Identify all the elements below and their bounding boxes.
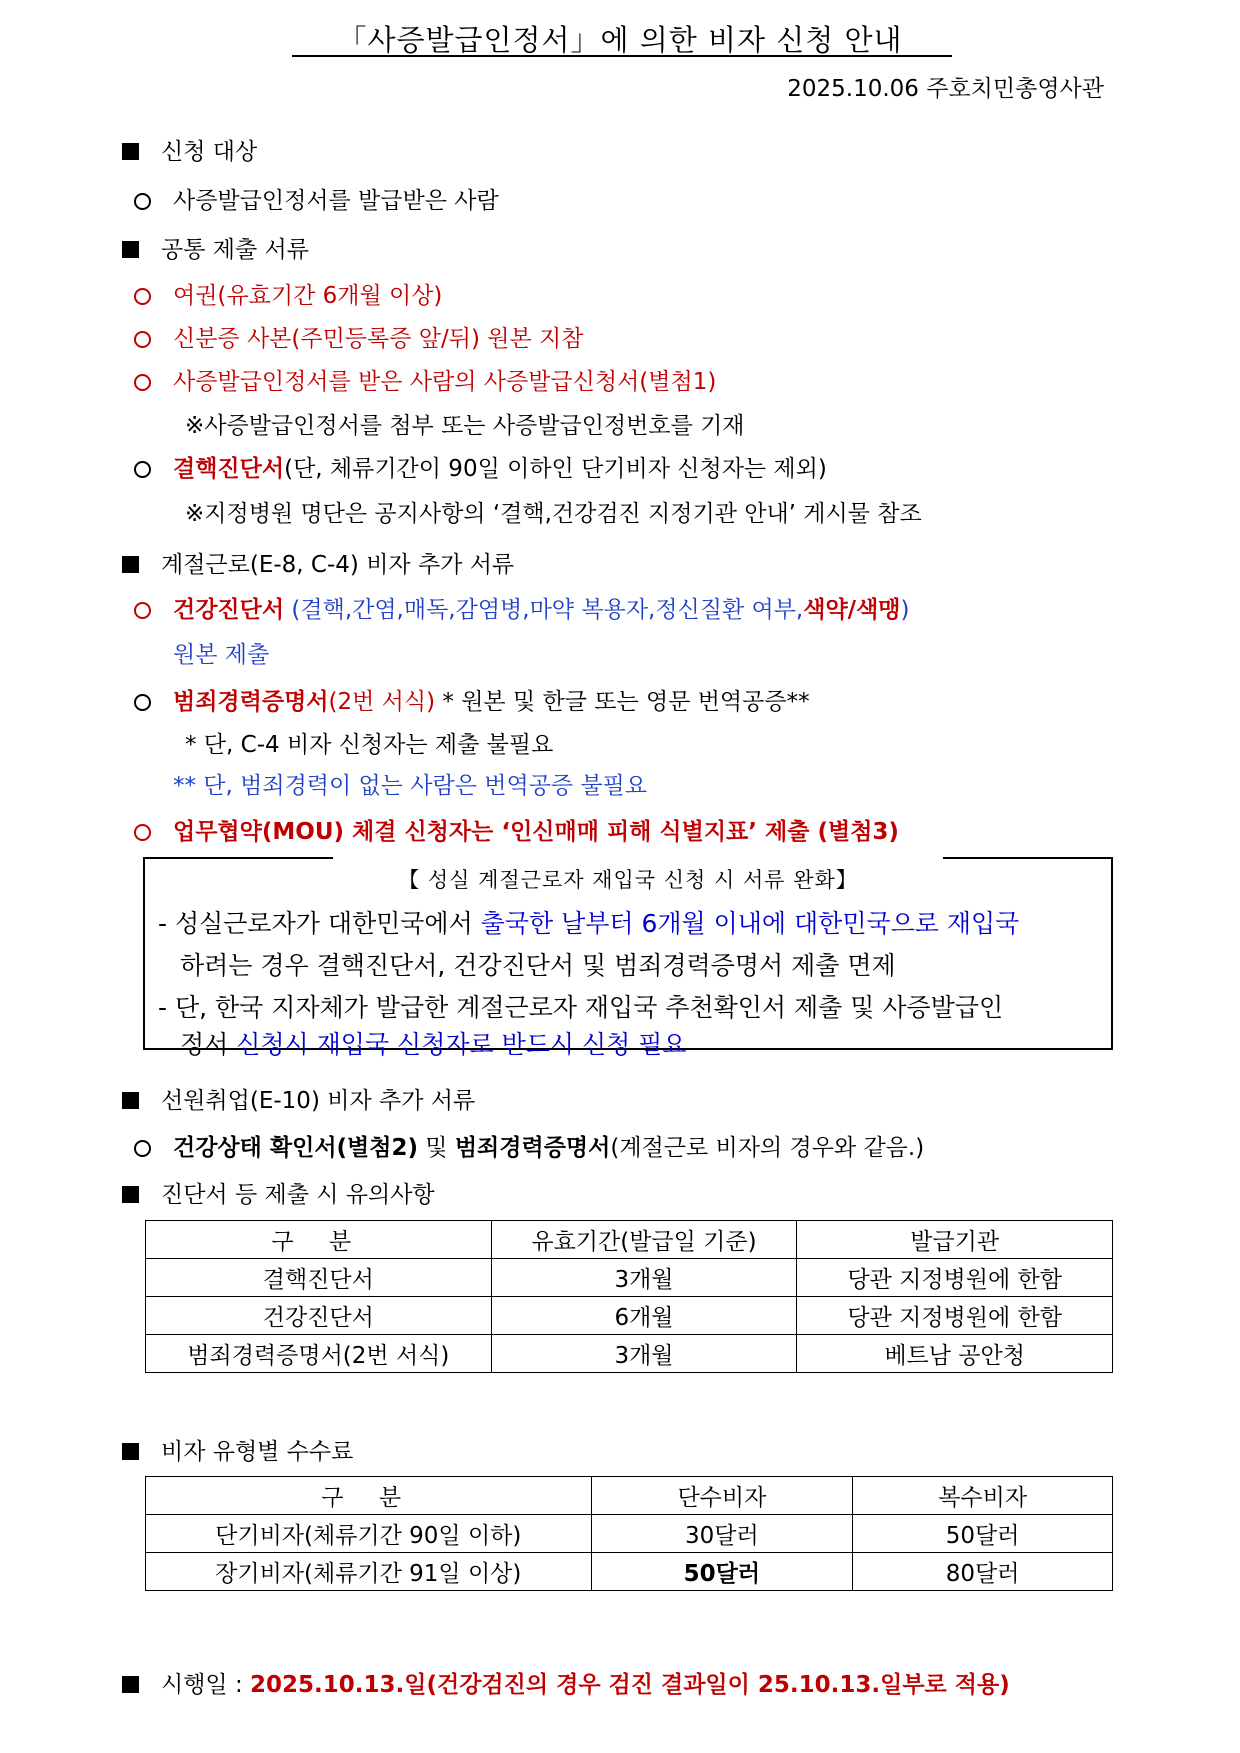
- health-original-note: 원본 제출: [173, 642, 270, 668]
- note-translation: ** 단, 범죄경력이 없는 사람은 번역공증 불필요: [173, 773, 648, 799]
- effective-date: 시행일 : 2025.10.13.일(건강검진의 경우 검진 결과일이 25.10.13.일부로 적용): [122, 1666, 1010, 1699]
- table-cell: 당관 지정병원에 한함: [797, 1297, 1113, 1335]
- circle-bullet-icon: [134, 461, 151, 478]
- circle-bullet-icon: [134, 824, 151, 841]
- circle-bullet-icon: [134, 288, 151, 305]
- table-cell: 당관 지정병원에 한함: [797, 1259, 1113, 1297]
- table-cell: 3개월: [491, 1335, 797, 1373]
- list-item-tb-certificate: 결핵진단서(단, 체류기간이 90일 이하인 단기비자 신청자는 제외): [134, 450, 827, 483]
- table-row: [146, 1335, 1113, 1373]
- table-row: [146, 1259, 1113, 1297]
- table-cell: 6개월: [491, 1297, 797, 1335]
- table-header-row: [146, 1221, 1113, 1259]
- list-item-passport: 여권(유효기간 6개월 이상): [134, 277, 442, 310]
- list-item-criminal-record: 범죄경력증명서(2번 서식) * 원본 및 한글 또는 영문 번역공증**: [134, 683, 810, 716]
- square-bullet-icon: [122, 556, 139, 573]
- table-row: [146, 1297, 1113, 1335]
- table-cell: 장기비자(체류기간 91일 이상): [146, 1553, 592, 1591]
- table-cell: 50달러: [853, 1515, 1113, 1553]
- table-cell: 범죄경력증명서(2번 서식): [146, 1335, 492, 1373]
- table-cell: 베트남 공안청: [797, 1335, 1113, 1373]
- section-heading-fees: 비자 유형별 수수료: [122, 1433, 353, 1466]
- notice-line: - 성실근로자가 대한민국에서 출국한 날부터 6개월 이내에 대한민국으로 재입국: [158, 909, 1020, 938]
- table-cell: 건강진단서: [146, 1297, 492, 1335]
- table-header-cell: 구 분: [146, 1221, 492, 1259]
- circle-bullet-icon: [134, 374, 151, 391]
- table-header-cell: 단수비자: [591, 1477, 853, 1515]
- square-bullet-icon: [122, 241, 139, 258]
- table-cell: 80달러: [853, 1553, 1113, 1591]
- circle-bullet-icon: [134, 694, 151, 711]
- table-header-row: [146, 1477, 1113, 1515]
- square-bullet-icon: [122, 143, 139, 160]
- cert-validity-table: [145, 1220, 1113, 1373]
- notice-line: 정서 신청시 재입국 신청자로 반드시 신청 필요: [180, 1030, 687, 1059]
- section-heading-target: 신청 대상: [122, 133, 257, 166]
- circle-bullet-icon: [134, 331, 151, 348]
- section-heading-seafarer: 선원취업(E-10) 비자 추가 서류: [122, 1082, 475, 1115]
- table-cell: 50달러: [591, 1553, 853, 1591]
- table-cell: 결핵진단서: [146, 1259, 492, 1297]
- section-heading-cert-notes: 진단서 등 제출 시 유의사항: [122, 1176, 435, 1209]
- table-header-cell: 복수비자: [853, 1477, 1113, 1515]
- square-bullet-icon: [122, 1443, 139, 1460]
- date-issuer: 2025.10.06 주호치민총영사관: [787, 76, 1104, 102]
- visa-fee-table: [145, 1476, 1113, 1591]
- notice-line: - 단, 한국 지자체가 발급한 계절근로자 재입국 추천확인서 제출 및 사증발급인: [158, 993, 1004, 1022]
- section-heading-seasonal: 계절근로(E-8, C-4) 비자 추가 서류: [122, 546, 514, 579]
- circle-bullet-icon: [134, 193, 151, 210]
- note-hospital-list: ※지정병원 명단은 공지사항의 ‘결핵,건강검진 지정기관 안내’ 게시물 참조: [185, 501, 922, 527]
- table-cell: 3개월: [491, 1259, 797, 1297]
- table-cell: 30달러: [591, 1515, 853, 1553]
- table-header-cell: 유효기간(발급일 기준): [491, 1221, 797, 1259]
- list-item-seafarer-docs: 건강상태 확인서(별첨2) 및 범죄경력증명서(계절근로 비자의 경우와 같음.): [134, 1129, 924, 1162]
- notice-box-title-gap: [333, 852, 943, 862]
- table-header-cell: 구 분: [146, 1477, 592, 1515]
- list-item-mou: 업무협약(MOU) 체결 신청자는 ‘인신매매 피해 식별지표’ 제출 (별첨3): [134, 813, 899, 846]
- square-bullet-icon: [122, 1186, 139, 1203]
- table-row: [146, 1553, 1113, 1591]
- square-bullet-icon: [122, 1676, 139, 1693]
- circle-bullet-icon: [134, 1140, 151, 1157]
- notice-box-title: 【 성실 계절근로자 재입국 신청 시 서류 완화】: [398, 868, 858, 892]
- section-heading-common-docs: 공통 제출 서류: [122, 231, 309, 264]
- list-item-application: 사증발급인정서를 받은 사람의 사증발급신청서(별첨1): [134, 363, 716, 396]
- list-item: 사증발급인정서를 발급받은 사람: [134, 182, 499, 215]
- table-row: [146, 1515, 1113, 1553]
- circle-bullet-icon: [134, 602, 151, 619]
- page-title: 「사증발급인정서」에 의한 비자 신청 안내: [337, 23, 903, 57]
- note-application: ※사증발급인정서를 첨부 또는 사증발급인정번호를 기재: [185, 413, 745, 439]
- list-item-id-copy: 신분증 사본(주민등록증 앞/뒤) 원본 지참: [134, 320, 583, 353]
- square-bullet-icon: [122, 1092, 139, 1109]
- note-c4: * 단, C-4 비자 신청자는 제출 불필요: [185, 732, 554, 758]
- table-header-cell: 발급기관: [797, 1221, 1113, 1259]
- title-underline: [292, 55, 952, 57]
- table-cell: 단기비자(체류기간 90일 이하): [146, 1515, 592, 1553]
- notice-line: 하려는 경우 결핵진단서, 건강진단서 및 범죄경력증명서 제출 면제: [180, 951, 896, 980]
- list-item-health-certificate: 건강진단서 (결핵,간염,매독,감염병,마약 복용자,정신질환 여부,색약/색맹): [134, 591, 910, 624]
